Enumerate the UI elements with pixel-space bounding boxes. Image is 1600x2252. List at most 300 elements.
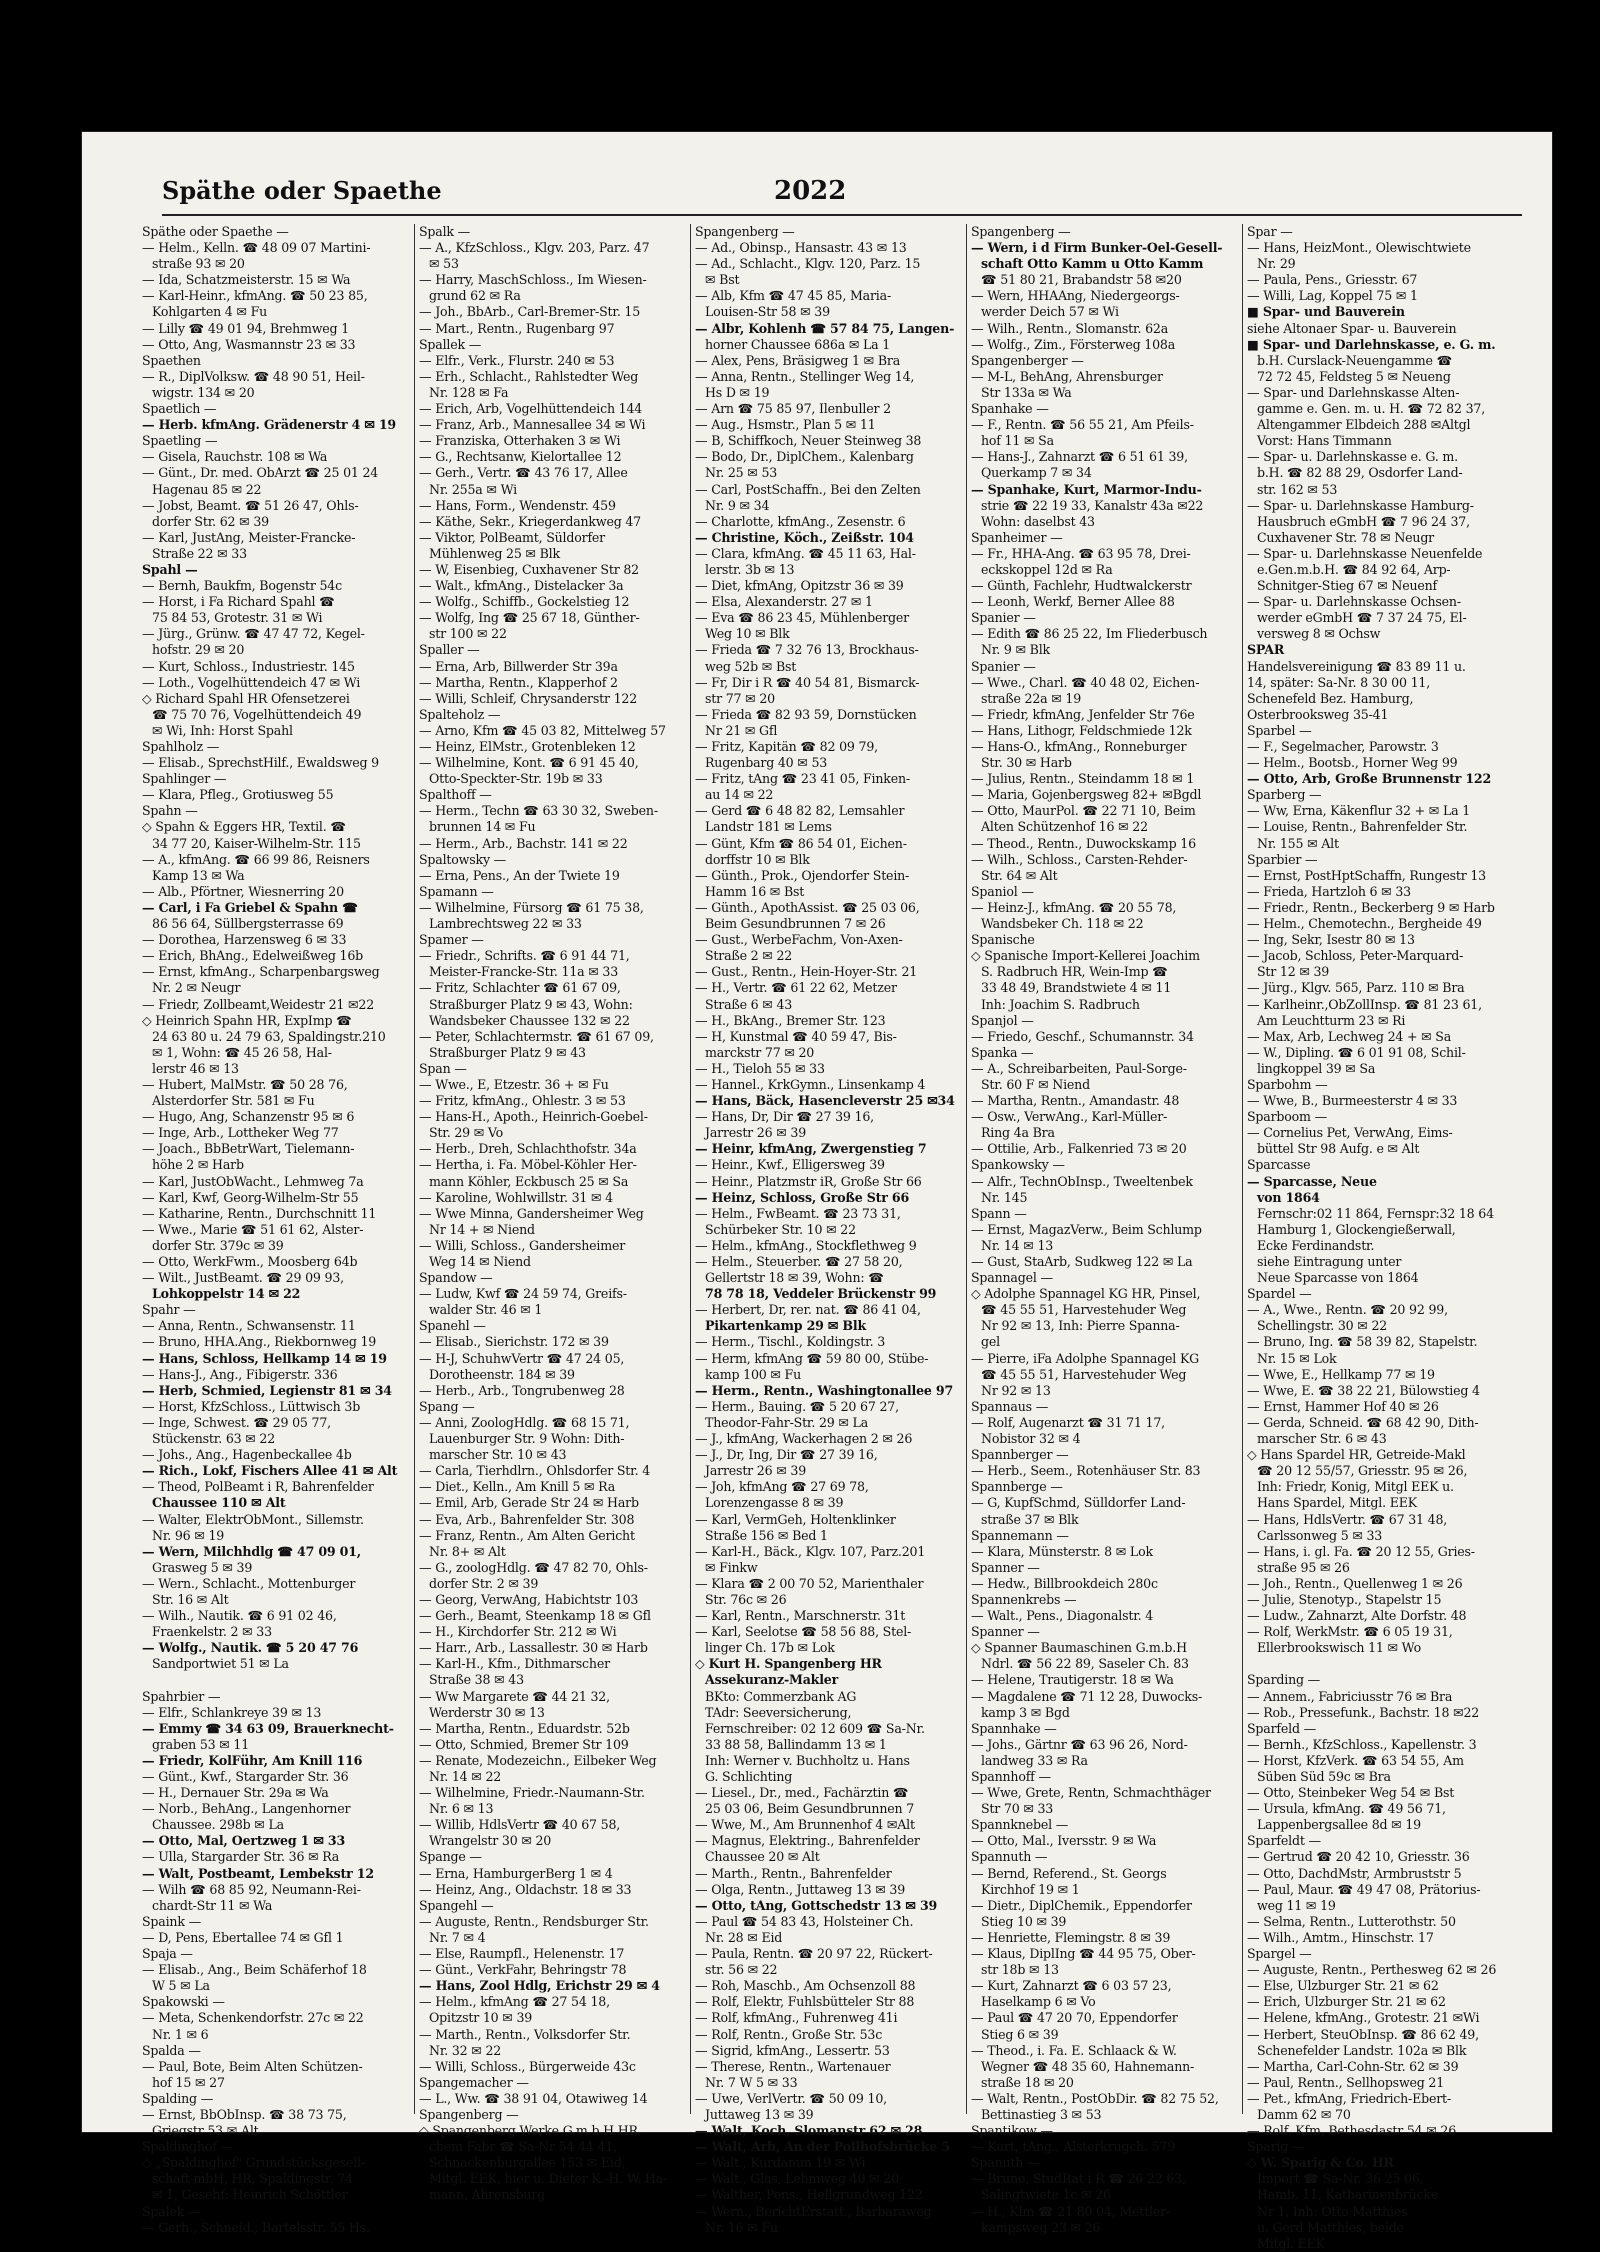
entry-line: ◇ „Spaldinghof" Grundstücksgesell- [142,2155,365,2171]
entry-line: — Frieda, Hartzloh 6 ✉ 33 [1247,883,1411,899]
entry-line: — Hans, Schloss, Hellkamp 14 ✉ 19 [142,1350,387,1366]
entry-line: Ring 4a Bra [981,1125,1055,1141]
entry-line: Straße 22 ✉ 33 [152,545,247,561]
entry-line: — Marth., Rentn., Bahrenfelder [695,1865,892,1881]
entry-line: Nr. 14 ✉ 13 [981,1237,1054,1253]
entry-line: Spangehl — [419,1897,494,1913]
entry-line: Spannberge — [971,1479,1063,1495]
entry-line: Salingtwiete 1c ✉ 26 [981,2187,1111,2203]
entry-line: — Günth., Prok., Ojendorfer Stein- [695,867,910,883]
entry-line: Spalthoff — [419,787,492,803]
entry-line: — Karlheinr.,ObZollInsp. ☎ 81 23 61, [1247,996,1482,1012]
entry-line: — Rolf, WerkMstr. ☎ 6 05 19 31, [1247,1624,1453,1640]
entry-line: — Else, Raumpfl., Helenenstr. 17 [419,1946,625,1962]
entry-line: — Theod, PolBeamt i R, Bahrenfelder [142,1479,374,1495]
entry-line: — Ernst, Hammer Hof 40 ✉ 26 [1247,1398,1439,1414]
entry-line: Lauenburger Str. 9 Wohn: Dith- [429,1431,625,1447]
entry-line: — Heinz, Ang., Oldachstr. 18 ✉ 33 [419,1881,632,1897]
entry-line: — D, Pens, Ebertallee 74 ✉ Gfl 1 [142,1929,344,1945]
entry-line: Str 12 ✉ 39 [1257,964,1330,980]
entry-line: — Louise, Rentn., Bahrenfelder Str. [1247,819,1468,835]
entry-line: — Maria, Gojenbergsweg 82+ ✉Bgdl [971,787,1202,803]
entry-line: — Elfr., Verk., Flurstr. 240 ✉ 53 [419,352,615,368]
entry-line: — Friedr, kfmAng, Jenfelder Str 76e [971,706,1195,722]
entry-line: — Fritz, kfmAng., Ohlestr. 3 ✉ 53 [419,1093,626,1109]
entry-line: Alten Schützenhof 16 ✉ 22 [981,819,1148,835]
entry-line: — Wilh ☎ 68 85 92, Neumann-Rei- [142,1881,361,1897]
entry-line: höhe 2 ✉ Harb [152,1157,244,1173]
entry-line: — Walter, ElektrObMont., Sillemstr. [142,1511,364,1527]
entry-line: Nr. 29 [1257,256,1296,272]
entry-line: Nr. 155 ✉ Alt [1257,835,1339,851]
entry-line: — Klara ☎ 2 00 70 52, Marienthaler [695,1575,924,1591]
entry-line: — Paul, Bote, Beim Alten Schützen- [142,2058,363,2074]
entry-line: — Wolfg, Ing ☎ 25 67 18, Günther- [419,610,640,626]
entry-line: — Pierre, iFa Adolphe Spannagel KG [971,1350,1200,1366]
entry-line: — Joh., BbArb., Carl-Bremer-Str. 15 [419,304,641,320]
entry-line: — Liesel., Dr., med., Fachärztin ☎ [695,1785,909,1801]
entry-line: — Theod., i. Fa. E. Schlaack & W. [971,2042,1177,2058]
entry-line: — Spar- u. Darlehnskasse Neuenfelde [1247,545,1483,561]
entry-line: gamme e. Gen. m. u. H. ☎ 72 82 37, [1257,401,1486,417]
entry-line: — Norb., BehAng., Langenhorner [142,1801,351,1817]
entry-line: Hamburg 1, Glockengießerwall, [1257,1221,1456,1237]
entry-line: Hagenau 85 ✉ 22 [152,481,262,497]
entry-line: 78 78 18, Veddeler Brückenstr 99 [705,1286,937,1302]
entry-line: — Albr, Kohlenh ☎ 57 84 75, Langen- [695,320,955,336]
entry-line: Spannemann — [971,1527,1069,1543]
entry-line: Spannhake — [971,1720,1057,1736]
entry-line: — Katharine, Rentn., Durchschnitt 11 [142,1205,377,1221]
entry-line: — F., Segelmacher, Parowstr. 3 [1247,739,1439,754]
entry-line: — Bernh, Baukfm, Bogenstr 54c [142,578,342,594]
entry-line: — Karl, Rentn., Marschnerstr. 31t [695,1608,906,1624]
entry-line: Str 70 ✉ 33 [981,1801,1054,1817]
entry-line: — Johs., Ang., Hagenbeckallee 4b [142,1447,352,1463]
entry-line: — Heinz, Schloss, Große Str 66 [695,1189,910,1205]
entry-line: Beim Gesundbrunnen 7 ✉ 26 [705,916,886,932]
entry-line: str. 56 ✉ 22 [705,1962,778,1978]
entry-line: Sparding — [1247,1672,1321,1688]
entry-line: Str. 76c ✉ 26 [705,1591,787,1607]
entry-line: lingkoppel 39 ✉ Sa [1257,1060,1376,1076]
entry-line: Nr. 6 ✉ 13 [429,1801,494,1817]
entry-line: — Herm, kfmAng ☎ 59 80 00, Stübe- [695,1350,929,1366]
entry-line: Kohlgarten 4 ✉ Fu [152,304,268,320]
page-number: 2022 [774,176,847,206]
entry-line: — Erich, BhAng., Edelweißweg 16b [142,948,364,964]
entry-line: — Horst, i Fa Richard Spahl ☎ [142,594,335,610]
entry-line: Fernschr:02 11 864, Fernspr:32 18 64 [1257,1205,1494,1221]
entry-line: Spaethen [142,352,201,368]
entry-line: Spahrbier — [142,1688,221,1704]
entry-line: Nr. 2 ✉ Neugr [152,980,241,996]
entry-line: — Gisela, Rauchstr. 108 ✉ Wa [142,449,328,465]
entry-line: — Helm., Bootsb., Horner Weg 99 [1247,755,1458,771]
entry-line: — Meta, Schenkendorfstr. 27c ✉ 22 [142,2010,364,2026]
entry-line: Spannknebel — [971,1817,1069,1833]
entry-line: ✉ 1, Gesehf: Heinrich Schöttler [152,2187,348,2203]
entry-line: — Edith ☎ 86 25 22, Im Fliederbusch [971,626,1208,642]
entry-line: — Günt, Kfm ☎ 86 54 01, Eichen- [695,835,907,851]
entry-line: — Walt, Postbeamt, Lembekstr 12 [142,1865,374,1881]
entry-line: Wandsbeker Ch. 118 ✉ 22 [981,916,1144,932]
entry-line: ■ Spar- und Bauverein [1247,304,1405,320]
entry-line: — Hans, Form., Wendenstr. 459 [419,497,616,513]
entry-line: — Gerh., Beamt, Steenkamp 18 ✉ Gfl [419,1608,651,1624]
entry-line: Nr. 96 ✉ 19 [152,1527,225,1543]
entry-line: Sparboom — [1247,1109,1327,1125]
entry-line: Altengammer Elbdeich 288 ✉Altgl [1257,417,1471,433]
entry-line: lerstr. 3b ✉ 13 [705,561,795,577]
entry-line: Spar — [1247,224,1293,239]
entry-line: Nr 1, Inh: Otto Matthies [1257,2203,1408,2219]
entry-line: Lappenbergsallee 8d ✉ 19 [1257,1817,1421,1833]
entry-line: — Willib, HdlsVertr ☎ 40 67 58, [419,1817,621,1833]
entry-line: — L., Ww. ☎ 38 91 04, Otawiweg 14 [419,2090,648,2106]
entry-line: — H., Dernauer Str. 29a ✉ Wa [142,1785,329,1801]
entry-line: marscher Str. 6 ✉ 43 [1257,1431,1387,1447]
entry-line: — Elisab., Ang., Beim Schäferhof 18 [142,1962,367,1978]
entry-line: — Bruno, StudRat i R ☎ 26 22 63, [971,2171,1186,2187]
entry-line: Osterbrooksweg 35-41 [1247,706,1389,722]
entry-line: ◇ Heinrich Spahn HR, ExpImp ☎ [142,1012,352,1028]
entry-line: — Günt., Dr. med. ObArzt ☎ 25 01 24 [142,465,379,481]
entry-line: — Spanhake, Kurt, Marmor-Indu- [971,481,1202,497]
entry-line: — G., Rechtsanw, Kielortallee 12 [419,449,622,465]
entry-line: — Ursula, kfmAng. ☎ 49 56 71, [1247,1801,1446,1817]
entry-line: Sparcasse [1247,1157,1311,1173]
entry-line: — Wwe., E, Etzestr. 36 + ✉ Fu [419,1076,609,1092]
entry-line: Schellingstr. 30 ✉ 22 [1257,1318,1388,1334]
header-rule [162,214,1522,216]
entry-line: ◇ W. Sparig & Co. HR [1247,2155,1394,2171]
entry-line: Spankowsky — [971,1157,1065,1173]
entry-line: Spalding — [142,2090,214,2106]
entry-line: Kamp 13 ✉ Wa [152,867,245,883]
entry-line: — Heinr., Kwf., Elligersweg 39 [695,1157,885,1173]
columns [142,224,1574,2251]
entry-line: e.Gen.m.b.H. ☎ 84 92 64, Arp- [1257,561,1451,577]
entry-line: marckstr 77 ✉ 20 [705,1044,815,1060]
entry-line: — Heinr., Platzmstr iR, Große Str 66 [695,1173,922,1189]
entry-line: 72 72 45, Feldsteg 5 ✉ Neueng [1257,368,1451,384]
entry-line: — A., kfmAng. ☎ 66 99 86, Reisners [142,851,370,867]
entry-line: Spalk — [419,224,471,239]
entry-line: Nr. 1 ✉ 6 [152,2026,209,2042]
entry-line: ◇ Spahn & Eggers HR, Textil. ☎ [142,819,346,835]
entry-line: straße 37 ✉ Blk [981,1511,1079,1527]
entry-line: — Wilhelmine, Friedr.-Naumann-Str. [419,1785,645,1801]
entry-line: — W, Eisenbieg, Cuxhavener Str 82 [419,561,639,577]
entry-line: — Hans, i. gl. Fa. ☎ 20 12 55, Gries- [1247,1543,1475,1559]
entry-line: — Rolf, Rentn., Große Str. 53c [695,2026,883,2042]
entry-line: — Ludw., Zahnarzt, Alte Dorfstr. 48 [1247,1608,1467,1624]
entry-line: Schenefelder Landstr. 102a ✉ Blk [1257,2042,1467,2058]
entry-line: Chaussee. 298b ✉ La [152,1817,284,1833]
entry-line: — Hans, Dr, Dir ☎ 27 39 16, [695,1109,874,1125]
entry-line: Str. 29 ✉ Vo [429,1125,504,1141]
entry-line: Nr 21 ✉ Gfl [705,722,778,738]
entry-line: weg 11 ✉ 19 [1257,1897,1336,1913]
entry-line: — Inge, Arb., Lottheker Weg 77 [142,1125,339,1141]
entry-line: — Rolf, kfmAng., Fuhrenweg 41i [695,2010,898,2026]
entry-line: — Otto, Mal, Oertzweg 1 ✉ 33 [142,1833,346,1849]
entry-line: Louisen-Str 58 ✉ 39 [705,304,830,320]
entry-line: Nr. 25 ✉ 53 [705,465,778,481]
entry-line: — Helm., Kelln. ☎ 48 09 07 Martini- [142,240,371,256]
entry-line: Spanier — [971,658,1036,674]
entry-line: — Carl, PostSchaffn., Bei den Zelten [695,481,921,497]
entry-line: — Karl, JustAng, Meister-Francke- [142,529,356,545]
entry-line: — Klara, Münsterstr. 8 ✉ Lok [971,1543,1153,1559]
entry-line: Spahl — [142,561,198,577]
entry-line: — Martha, Carl-Cohn-Str. 62 ✉ 39 [1247,2058,1459,2074]
entry-line: Spakowski — [142,1994,225,2010]
entry-line: — Wilhelmine, Kont. ☎ 6 91 45 40, [419,755,639,771]
entry-line: Nr. 8+ ✉ Alt [429,1543,506,1559]
entry-line: Stieg 10 ✉ 39 [981,1913,1067,1929]
entry-line: Spargel — [1247,1946,1312,1962]
entry-line: Import ☎ Sa-Nr. 36 25 06, [1257,2171,1424,2187]
entry-line: Mitgl. EEK [1257,2235,1325,2251]
entry-line: siehe Eintragung unter [1257,1254,1402,1269]
column-1 [142,224,412,2235]
entry-line: — Otto, Schmied, Bremer Str 109 [419,1736,629,1752]
entry-line: — Charlotte, kfmAng., Zesenstr. 6 [695,513,906,529]
entry-line: Nr. 28 ✉ Eid [705,1929,783,1945]
entry-line: TAdr: Seeversicherung, [705,1704,852,1720]
entry-line: — Anna, Rentn., Schwansenstr. 11 [142,1318,356,1334]
entry-line: chem Fabr ☎ Sa-Nr 54 44 41, [429,2139,617,2155]
entry-line: — Cornelius Pet, VerwAng, Eims- [1247,1125,1453,1141]
entry-line: — Günt., Kwf., Stargarder Str. 36 [142,1769,349,1784]
entry-line: — Bernd, Referend., St. Georgs [971,1865,1167,1881]
entry-line: — Fritz, Schlachter ☎ 61 67 09, [419,980,621,996]
entry-line: — Gerd ☎ 6 48 82 82, Lemsahler [695,803,905,819]
entry-line: Handelsvereinigung ☎ 83 89 11 u. [1247,658,1466,674]
entry-line: — Fritz, Kapitän ☎ 82 09 79, [695,739,878,754]
entry-line: Spaniol — [971,883,1034,899]
entry-line: ☎ 75 70 76, Vogelhüttendeich 49 [152,706,362,722]
entry-line: — F., Rentn. ☎ 56 55 21, Am Pfeils- [971,417,1194,433]
entry-line: kamp 100 ✉ Fu [705,1366,801,1382]
entry-line: — Spar- u. Darlehnskasse Ochsen- [1247,594,1461,610]
entry-line: — Karl, Kwf, Georg-Wilhelm-Str 55 [142,1189,359,1205]
entry-line: Spalteholz — [419,706,501,722]
running-head: Späthe oder Spaethe [162,176,442,205]
entry-line: schaft Otto Kamm u Otto Kamm [981,256,1204,272]
entry-line: — Arno, Kfm ☎ 45 03 82, Mittelweg 57 [419,722,666,738]
entry-line: SPAR [1247,642,1285,658]
entry-line: — Rolf, Augenarzt ☎ 31 71 17, [971,1414,1165,1430]
entry-line: Sparfeldt — [1247,1833,1321,1849]
entry-line: — Wilh., Amtm., Hinschstr. 17 [1247,1929,1434,1945]
entry-line: Straße 6 ✉ 43 [705,996,793,1012]
column-2 [414,224,691,2203]
entry-line: — Harry, MaschSchloss., Im Wiesen- [419,272,647,288]
entry-line: Landstr 181 ✉ Lems [705,819,832,835]
entry-line: — Peter, Schlachtermstr. ☎ 61 67 09, [419,1028,654,1044]
entry-line: — Helm., Chemotechn., Bergheide 49 [1247,916,1482,932]
entry-line: Spanka — [971,1044,1034,1060]
entry-line: — Helene, kfmAng., Grotestr. 21 ✉Wi [1247,2010,1480,2026]
entry-line: Otto-Speckter-Str. 19b ✉ 33 [429,771,603,787]
entry-line: — Dietr., DiplChemik., Eppendorfer [971,1897,1192,1913]
entry-line: schaft mbH, HR, Spaldingstr. 74 [152,2171,353,2187]
entry-line: Jarrestr 26 ✉ 39 [705,1125,807,1141]
entry-line: — Auguste, Rentn., Perthesweg 62 ✉ 26 [1247,1962,1497,1978]
entry-line: Hs D ✉ 19 [705,384,770,400]
entry-line: eckskoppel 12d ✉ Ra [981,561,1113,577]
entry-line: Sandportwiet 51 ✉ La [152,1656,289,1672]
entry-line: — H., Vertr. ☎ 61 22 62, Metzer [695,980,897,996]
entry-line: — Spar- und Darlehnskasse Alten- [1247,384,1460,400]
entry-line: — Jobst, Beamt. ☎ 51 26 47, Ohls- [142,497,359,513]
entry-line: Schnitger-Stieg 67 ✉ Neuenf [1257,578,1438,594]
entry-line: Straße 38 ✉ 43 [429,1672,524,1688]
entry-line: Spanische [971,932,1035,948]
entry-line: — Harr., Arb., Lassallestr. 30 ✉ Harb [419,1640,648,1656]
entry-line: kampsweg 23 ✉ 26 [981,2219,1101,2235]
entry-line: — H., BkAng., Bremer Str. 123 [695,1012,886,1028]
entry-line: horner Chaussee 686a ✉ La 1 [705,336,891,352]
entry-line: ◇ Hans Spardel HR, Getreide-Makl [1247,1447,1466,1463]
entry-line: — Erh., Schlacht., Rahlstedter Weg [419,368,639,384]
entry-line: — Paula, Rentn. ☎ 20 97 22, Rückert- [695,1946,933,1962]
entry-line: ☎ 51 80 21, Brabandstr 58 ✉20 [981,272,1182,288]
entry-line: — Fritz, tAng ☎ 23 41 05, Finken- [695,771,910,787]
entry-line: Nr. 9 ✉ 34 [705,497,770,513]
entry-line: — Elisab., SprechstHilf., Ewaldsweg 9 [142,755,379,771]
entry-line: — Karl-H., Kfm., Dithmarscher [419,1656,610,1672]
entry-line: — Franziska, Otterhaken 3 ✉ Wi [419,433,621,449]
entry-line: Spannberger — [971,1447,1069,1463]
entry-line: — Spar- u. Darlehnskasse Hamburg- [1247,497,1474,513]
entry-line: Vorst: Hans Timmann [1257,433,1392,449]
entry-line: Sparfeld — [1247,1720,1317,1736]
entry-line: Lohkoppelstr 14 ✉ 22 [152,1286,301,1302]
entry-line: Straßburger Platz 9 ✉ 43 [429,1044,586,1060]
entry-line: — Erna, HamburgerBerg 1 ✉ 4 [419,1865,613,1881]
entry-line: — Hedw., Billbrookdeich 280c [971,1575,1158,1591]
entry-line: Süben Süd 59c ✉ Bra [1257,1769,1391,1784]
entry-line: — Lilly ☎ 49 01 94, Brehmweg 1 [142,320,350,336]
entry-line: — Walt, Koch, Slomanstr 62 ✉ 28 [695,2123,923,2139]
entry-line: str 18b ✉ 13 [981,1962,1059,1978]
entry-line: von 1864 [1257,1189,1320,1205]
entry-line: Alsterdorfer Str. 581 ✉ Fu [152,1093,315,1109]
entry-line: Schenefeld Bez. Hamburg, [1247,690,1414,706]
entry-line: Nr. 16 ✉ Fu [705,2219,778,2235]
entry-line: straße 22a ✉ 19 [981,690,1082,706]
entry-line: — Magdalene ☎ 71 12 28, Duwocks- [971,1688,1203,1704]
entry-line: Lambrechtsweg 22 ✉ 33 [429,916,582,932]
entry-line: — Hans, HdlsVertr. ☎ 67 31 48, [1247,1511,1448,1527]
entry-line: Ndrl. ☎ 56 22 89, Saseler Ch. 83 [981,1656,1189,1672]
entry-line: — Hans-H., Apoth., Heinrich-Goebel- [419,1109,648,1125]
entry-line: — Annem., Fabriciusstr 76 ✉ Bra [1247,1688,1453,1704]
entry-line: ◇ Adolphe Spannagel KG HR, Pinsel, [971,1286,1201,1302]
entry-line: Nr. 7 W 5 ✉ 33 [705,2074,798,2090]
entry-line: Spardel — [1247,1286,1312,1302]
entry-line: — Elisab., Sierichstr. 172 ✉ 39 [419,1334,609,1350]
entry-line: 33 88 58, Ballindamm 13 ✉ 1 [705,1736,887,1752]
entry-line: — Alex, Pens, Bräsigweg 1 ✉ Bra [695,352,901,368]
entry-line: Spalek — [142,2203,201,2219]
entry-line: Spangenberg — [971,224,1071,239]
entry-line: Spallek — [419,336,482,352]
entry-line: — Ida, Schatzmeisterstr. 15 ✉ Wa [142,272,351,288]
entry-line: — Klara, Pfleg., Grotiusweg 55 [142,787,334,803]
entry-line: — Gerh., Vertr. ☎ 43 76 17, Allee [419,465,628,481]
entry-line: — Paul ☎ 47 20 70, Eppendorfer [971,2010,1178,2026]
entry-line: — Ad., Schlacht., Klgv. 120, Parz. 15 [695,256,921,272]
entry-line: — Sigrid, kfmAng., Lessertr. 53 [695,2042,890,2058]
entry-line: — Inge, Schwest. ☎ 29 05 77, [142,1414,331,1430]
entry-line: — Gust, StaArb, Sudkweg 122 ✉ La [971,1254,1193,1269]
entry-line: Nr 92 ✉ 13, Inh: Pierre Spanna- [981,1318,1180,1334]
entry-line: Spalda — [142,2042,201,2058]
entry-line: ✉ Finkw [705,1559,758,1575]
entry-line: ✉ 53 [429,256,459,272]
entry-line: Schnackenburgallee 153 ✉ Eid, [429,2155,626,2171]
entry-line: — Karl-Heinr., kfmAng. ☎ 50 23 85, [142,288,368,304]
entry-line: — Eva, Arb., Bahrenfelder Str. 308 [419,1511,635,1527]
entry-line: G. Schlichting [705,1769,793,1784]
entry-line: Wegner ☎ 48 35 60, Hahnemann- [981,2058,1195,2074]
entry-line: Nr. 9 ✉ Blk [981,642,1050,658]
entry-line: — Jacob, Schloss, Peter-Marquard- [1247,948,1464,964]
entry-line: Wohn: daselbst 43 [981,513,1095,529]
entry-line: Späthe oder Spaethe — [142,224,289,239]
entry-line: Ellerbrookswisch 11 ✉ Wo [1257,1640,1421,1656]
entry-line: — Alb, Kfm ☎ 47 45 85, Maria- [695,288,891,304]
entry-line: — Auguste, Rentn., Rendsburger Str. [419,1913,649,1929]
entry-line: — Wwe, E. ☎ 38 22 21, Bülowstieg 4 [1247,1382,1480,1398]
entry-line: 33 48 49, Brandstwiete 4 ✉ 11 [981,980,1172,996]
entry-line: — Walt, Rentn., PostObDir. ☎ 82 75 52, [971,2090,1219,2106]
entry-line: straße 18 ✉ 20 [981,2074,1074,2090]
entry-line: — Herb. kfmAng. Grädenerstr 4 ✉ 19 [142,417,396,433]
entry-line: — Wwe, M., Am Brunnenhof 4 ✉Alt [695,1817,915,1833]
entry-line: — Spar- u. Darlehnskasse e. G. m. [1247,449,1458,465]
entry-line: — Elsa, Alexanderstr. 27 ✉ 1 [695,594,873,610]
entry-line: — H., Klm ☎ 21 80 04, Mettler- [971,2203,1170,2219]
entry-line: Str 133a ✉ Wa [981,384,1072,400]
entry-line: — Franz, Arb., Mannesallee 34 ✉ Wi [419,417,646,433]
entry-line: — Otto, tAng, Gottschedstr 13 ✉ 39 [695,1897,938,1913]
entry-line: — Willi, Schleif, Chrysanderstr 122 [419,690,638,706]
entry-line: Spaltowsky — [419,851,507,867]
entry-line: — Otto, Ang, Wasmannstr 23 ✉ 33 [142,336,356,352]
entry-line: — Diet., Kelln., Am Knill 5 ✉ Ra [419,1479,616,1495]
entry-line: — Wern, HHAAng, Niedergeorgs- [971,288,1180,304]
entry-line: — Johs., Gärtnr ☎ 63 96 26, Nord- [971,1736,1188,1752]
entry-line: werder eGmbH ☎ 7 37 24 75, El- [1257,610,1467,626]
entry-line: — Herb., Seem., Rotenhäuser Str. 83 [971,1463,1201,1479]
entry-line: u. Gerd Matthies, beide [1257,2219,1404,2235]
entry-line: mann, Ahrensburg [429,2187,545,2203]
entry-line: Gellertstr 18 ✉ 39, Wohn: ☎ [705,1270,884,1286]
entry-line: Sparbier — [1247,851,1318,867]
entry-line: Grasweg 5 ✉ 39 [152,1559,253,1575]
entry-line: — Alb., Pförtner, Wiesnerring 20 [142,883,344,899]
entry-line: — Arn ☎ 75 85 97, Ilenbuller 2 [695,401,891,417]
entry-line: Spangenberg — [419,2106,519,2122]
entry-line: — Jürg., Klgv. 565, Parz. 110 ✉ Bra [1247,980,1465,996]
entry-line: — Helm., kfmAng., Stockflethweg 9 [695,1237,917,1253]
